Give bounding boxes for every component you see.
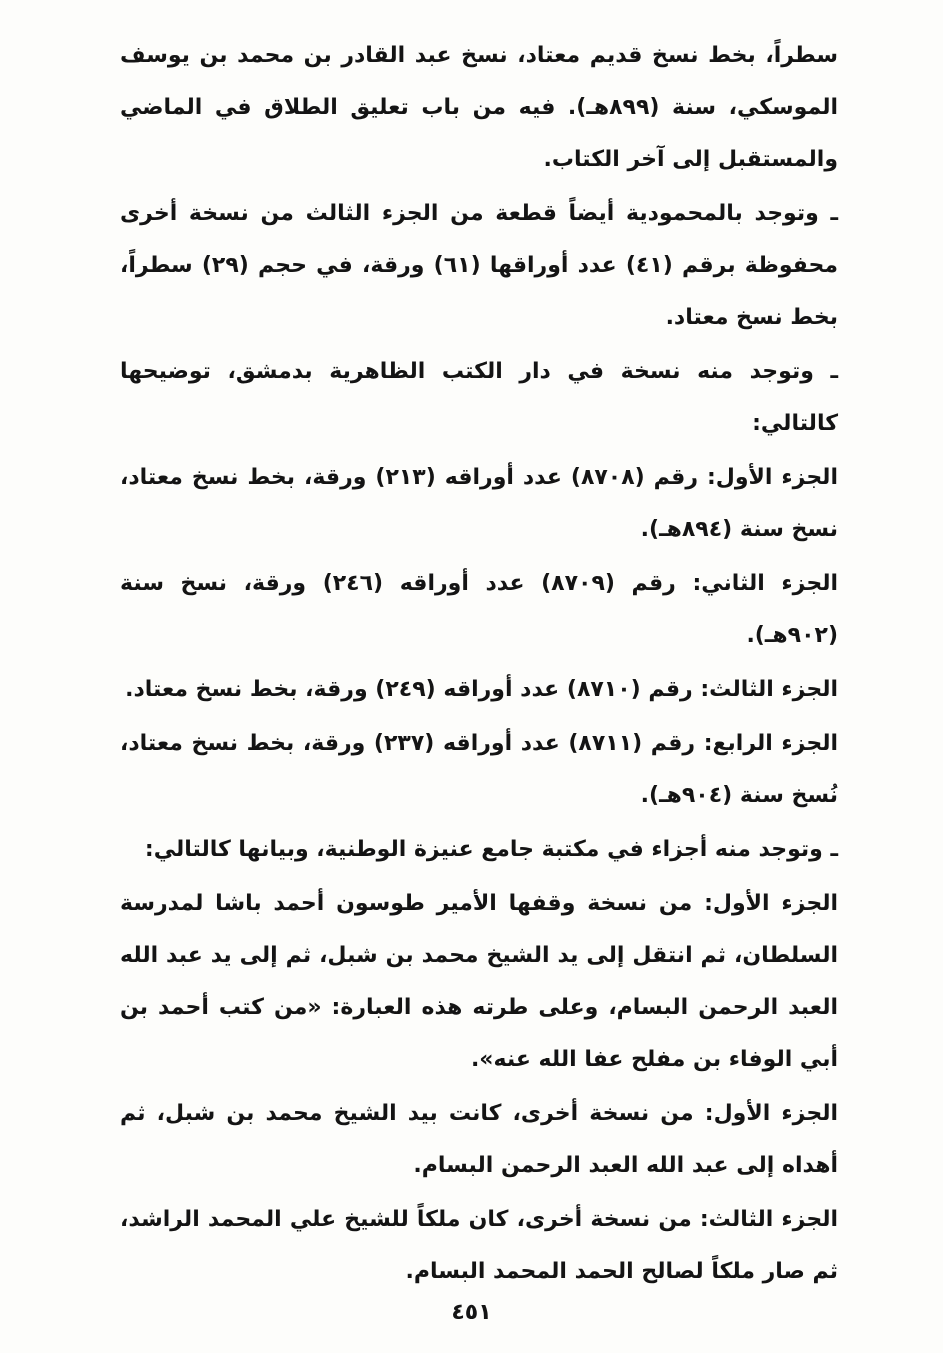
paragraph-zahiriyya-part-3: الجزء الثالث: رقم (٨٧١٠) عدد أوراقه (٢٤٩) ورقة، بخط نسخ معتاد.	[125, 677, 838, 702]
paragraph-zahiriyya-part-4: الجزء الرابع: رقم (٨٧١١) عدد أوراقه (٢٣٧) ورقة، بخط نسخ معتاد، نُسخ سنة (٩٠٤هـ).	[120, 731, 838, 808]
paragraph-mahmudiyya-copy: ـ وتوجد بالمحمودية أيضاً قطعة من الجزء الثالث من نسخة أخرى محفوظة برقم (٤١) عدد أوراقها (٦١) ورقة، في حجم (٢٩) سطراً، بخط نسخ معتاد.	[120, 201, 838, 330]
paragraph-unayza-part-1a: الجزء الأول: من نسخة وقفها الأمير طوسون أحمد باشا لمدرسة السلطان، ثم انتقل إلى يد الشيخ محمد بن شبل، ثم إلى يد عبد الله العبد الرحمن البسام، وعلى طرته هذه العبارة: «من كتب أحمد بن أبي الوفاء بن مفلح عفا الله عنه».	[120, 891, 838, 1072]
paragraph-zahiriyya-part-1: الجزء الأول: رقم (٨٧٠٨) عدد أوراقه (٢١٣) ورقة، بخط نسخ معتاد، نسخ سنة (٨٩٤هـ).	[120, 465, 838, 542]
paragraph-zahiriyya-part-2: الجزء الثاني: رقم (٨٧٠٩) عدد أوراقه (٢٤٦) ورقة، نسخ سنة (٩٠٢هـ).	[120, 571, 838, 648]
page-body	[120, 30, 838, 1300]
paragraph-unayza-part-3: الجزء الثالث: من نسخة أخرى، كان ملكاً للشيخ علي المحمد الراشد، ثم صار ملكاً لصالح الحمد المحمد البسام.	[120, 1207, 838, 1284]
paragraph-unayza-intro: ـ وتوجد منه أجزاء في مكتبة جامع عنيزة الوطنية، وبيانها كالتالي:	[144, 837, 838, 862]
paragraph-unayza-part-1b: الجزء الأول: من نسخة أخرى، كانت بيد الشيخ محمد بن شبل، ثم أهداه إلى عبد الله العبد الرحمن البسام.	[120, 1101, 838, 1178]
paragraph-zahiriyya-intro: ـ وتوجد منه نسخة في دار الكتب الظاهرية بدمشق، توضيحها كالتالي:	[120, 359, 838, 436]
paragraph-manuscript-description: سطراً، بخط نسخ قديم معتاد، نسخ عبد القادر بن محمد بن يوسف الموسكي، سنة (٨٩٩هـ). فيه من باب تعليق الطلاق في الماضي والمستقبل إلى آخر الكتاب.	[120, 43, 838, 172]
page-number: ٤٥١	[451, 1300, 492, 1325]
